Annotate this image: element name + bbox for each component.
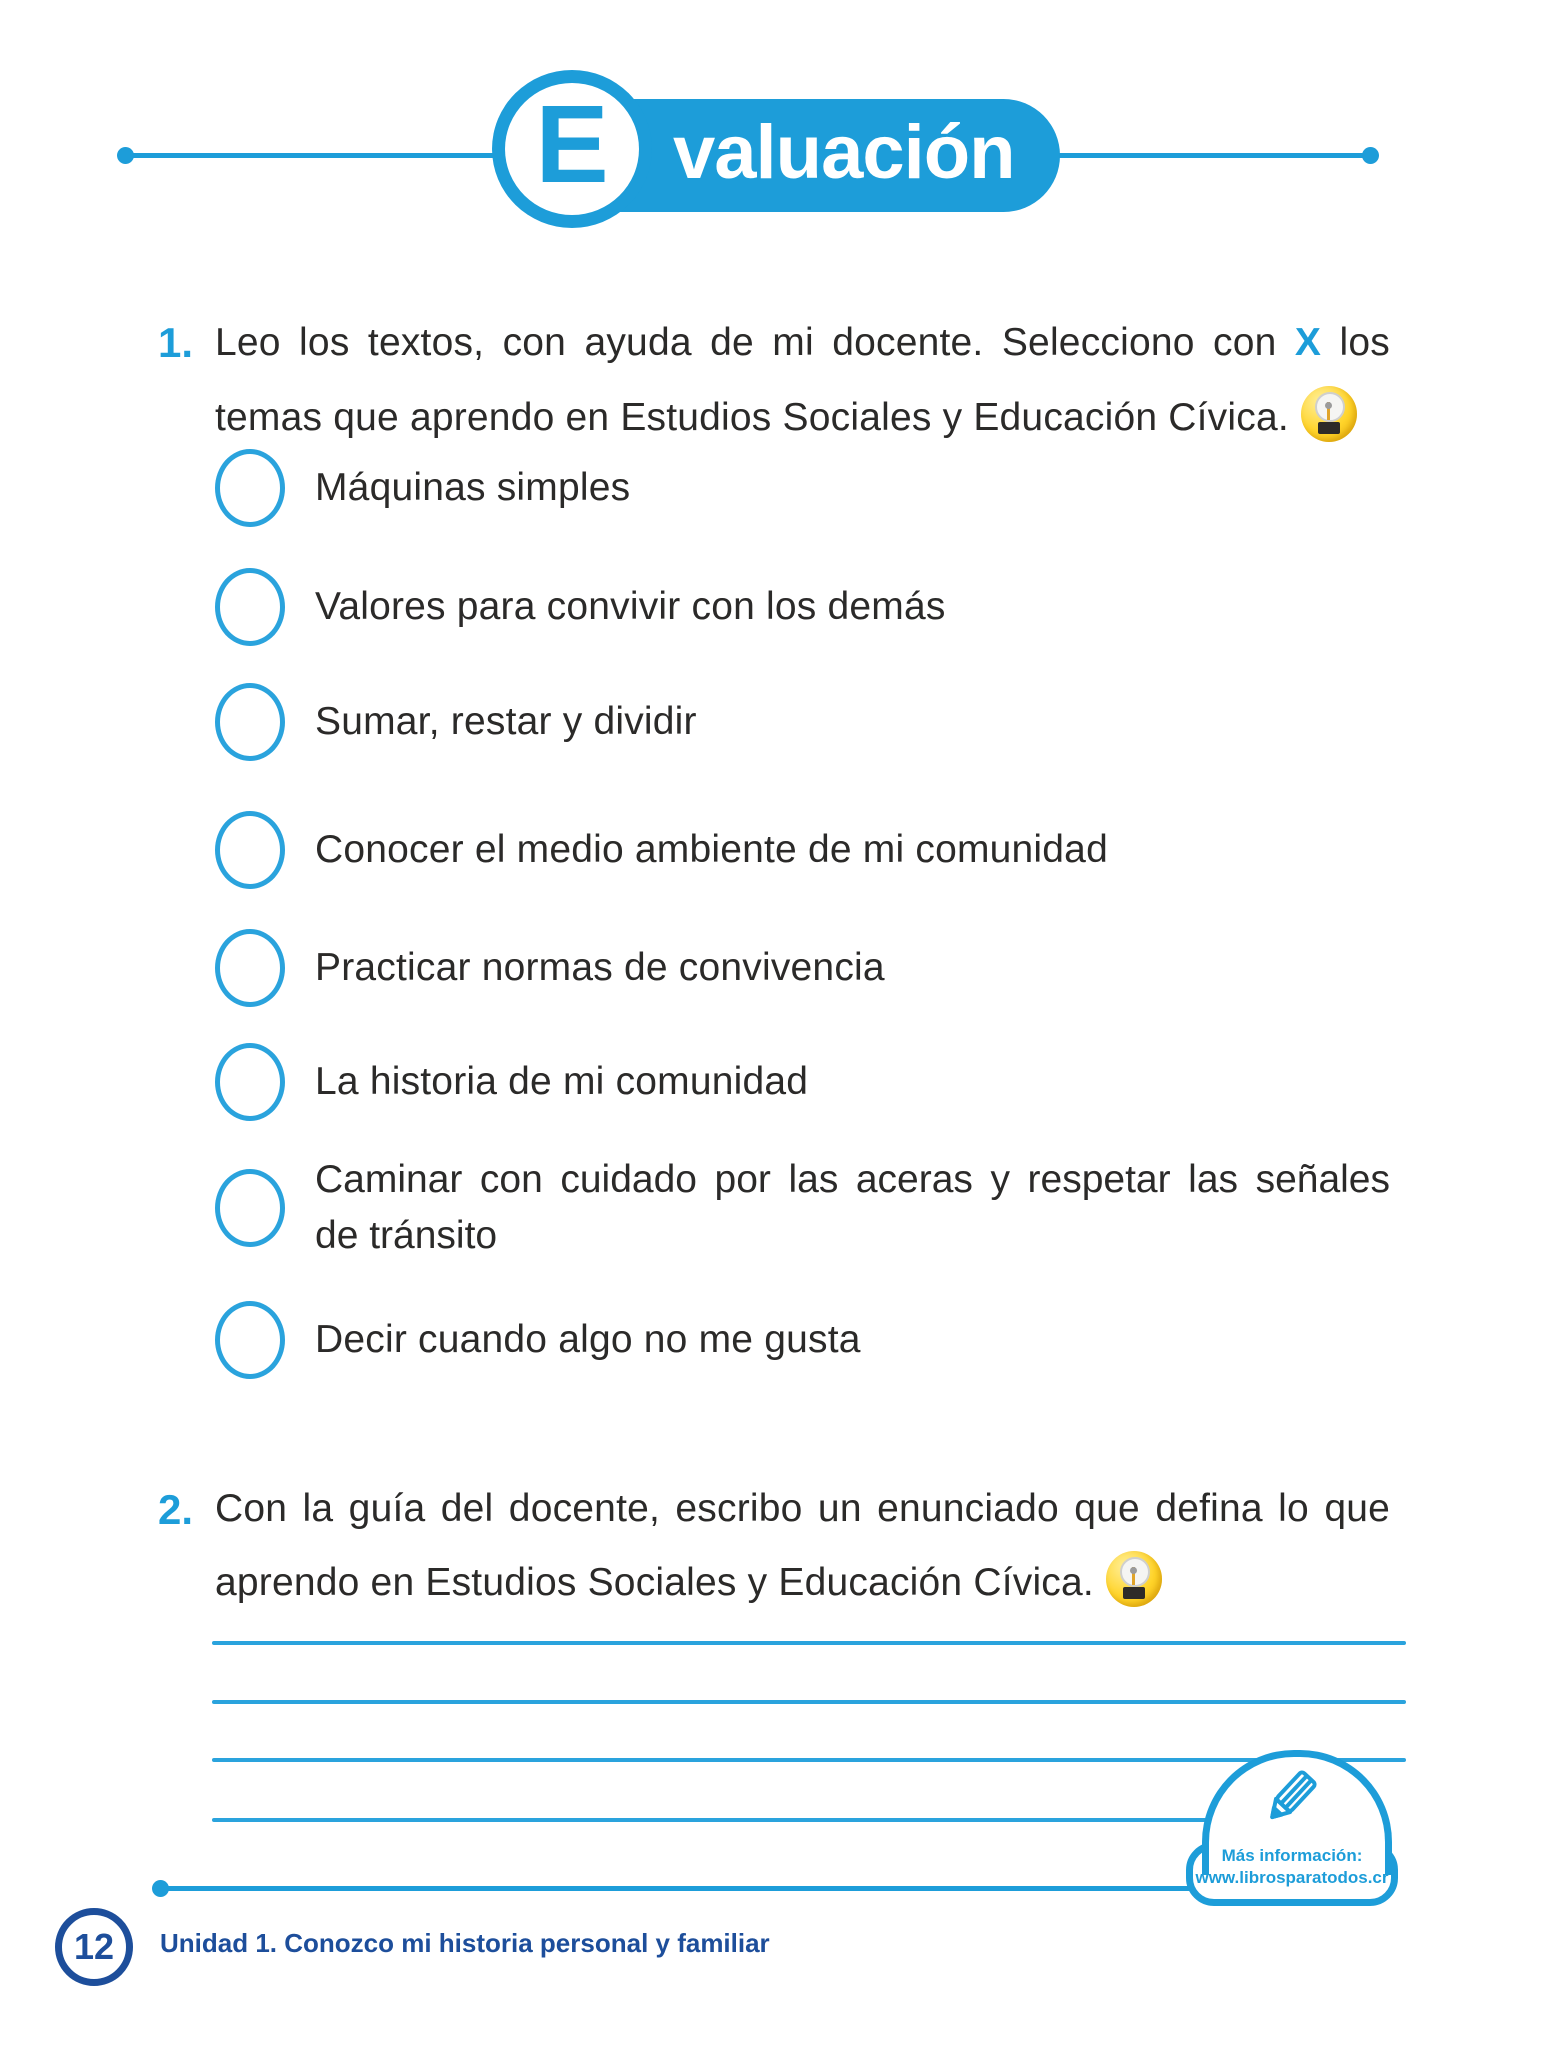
banner-title: valuación — [673, 110, 1015, 195]
instruction-2-text-2: aprendo en Estudios Sociales y Educación Cívica. — [215, 1561, 1094, 1604]
checkbox-circle[interactable] — [215, 449, 285, 527]
instruction-2-line-2 — [215, 1546, 1390, 1620]
footer-rule-left-dot — [152, 1880, 169, 1897]
header-rule-left-dot — [117, 147, 134, 164]
question-2-number: 2. — [158, 1486, 194, 1533]
page-number-badge — [55, 1908, 133, 1986]
lightbulb-icon — [1301, 386, 1357, 442]
item-label-line-2: de tránsito — [315, 1214, 498, 1257]
checklist-item — [215, 444, 630, 532]
write-line[interactable] — [212, 1818, 1218, 1822]
question-1-number: 1. — [158, 319, 194, 366]
checklist-item — [215, 1296, 861, 1384]
write-line[interactable] — [212, 1700, 1406, 1704]
checkbox-circle[interactable] — [215, 568, 285, 646]
instruction-1-line-1 — [215, 305, 1390, 380]
instruction-2-line-1: Con la guía del docente, escribo un enunciado que defina lo que — [215, 1487, 1390, 1530]
item-label: Sumar, restar y dividir — [315, 700, 697, 743]
checkbox-circle[interactable] — [215, 683, 285, 761]
badge-letter: E — [535, 83, 609, 206]
item-label: Máquinas simples — [315, 466, 631, 509]
checkbox-circle[interactable] — [215, 929, 285, 1007]
item-label-line-1: Caminar con cuidado por las aceras y respetar las señales — [315, 1158, 1390, 1201]
instruction-1-text-2: temas que aprendo en Estudios Sociales y Educación Cívica. — [215, 396, 1289, 439]
checklist-item — [215, 563, 946, 651]
checklist-item — [215, 1133, 1390, 1283]
write-line[interactable] — [212, 1641, 1406, 1645]
checkbox-circle[interactable] — [215, 811, 285, 889]
item-label: Practicar normas de convivencia — [315, 946, 885, 989]
footer-rule-line — [159, 1886, 1244, 1891]
checklist-item — [215, 1038, 808, 1126]
instruction-1-text-pre: Leo los textos, con ayuda de mi docente. Selecciono con — [215, 321, 1277, 364]
checklist-item — [215, 924, 885, 1012]
info-label: Más información: — [1221, 1846, 1363, 1865]
info-url[interactable]: www.librosparatodos.cr — [1195, 1868, 1389, 1887]
checkbox-circle[interactable] — [215, 1169, 285, 1247]
evaluation-letter-badge — [492, 70, 652, 228]
checkbox-circle[interactable] — [215, 1301, 285, 1379]
instruction-1-text-post: los — [1339, 321, 1391, 364]
lightbulb-icon — [1106, 1551, 1162, 1607]
item-label-two-lines — [315, 1152, 1390, 1264]
item-label: Valores para convivir con los demás — [315, 585, 946, 628]
letter-badge-inner-circle — [505, 83, 639, 215]
header-rule-right-dot — [1362, 147, 1379, 164]
checklist-item — [215, 806, 1108, 894]
highlight-x: X — [1294, 321, 1322, 364]
question-1-instruction — [215, 305, 1390, 455]
question-2-instruction — [215, 1472, 1390, 1620]
item-label: Decir cuando algo no me gusta — [315, 1318, 861, 1361]
page-number: 12 — [73, 1926, 115, 1967]
checkbox-circle[interactable] — [215, 1043, 285, 1121]
info-cloud-badge — [1186, 1750, 1398, 1906]
pencil-icon — [1256, 1764, 1324, 1832]
item-label: La historia de mi comunidad — [315, 1060, 809, 1103]
checklist-item — [215, 678, 697, 766]
item-label: Conocer el medio ambiente de mi comunidad — [315, 828, 1108, 871]
unit-title: Unidad 1. Conozco mi historia personal y familiar — [160, 1928, 770, 1958]
